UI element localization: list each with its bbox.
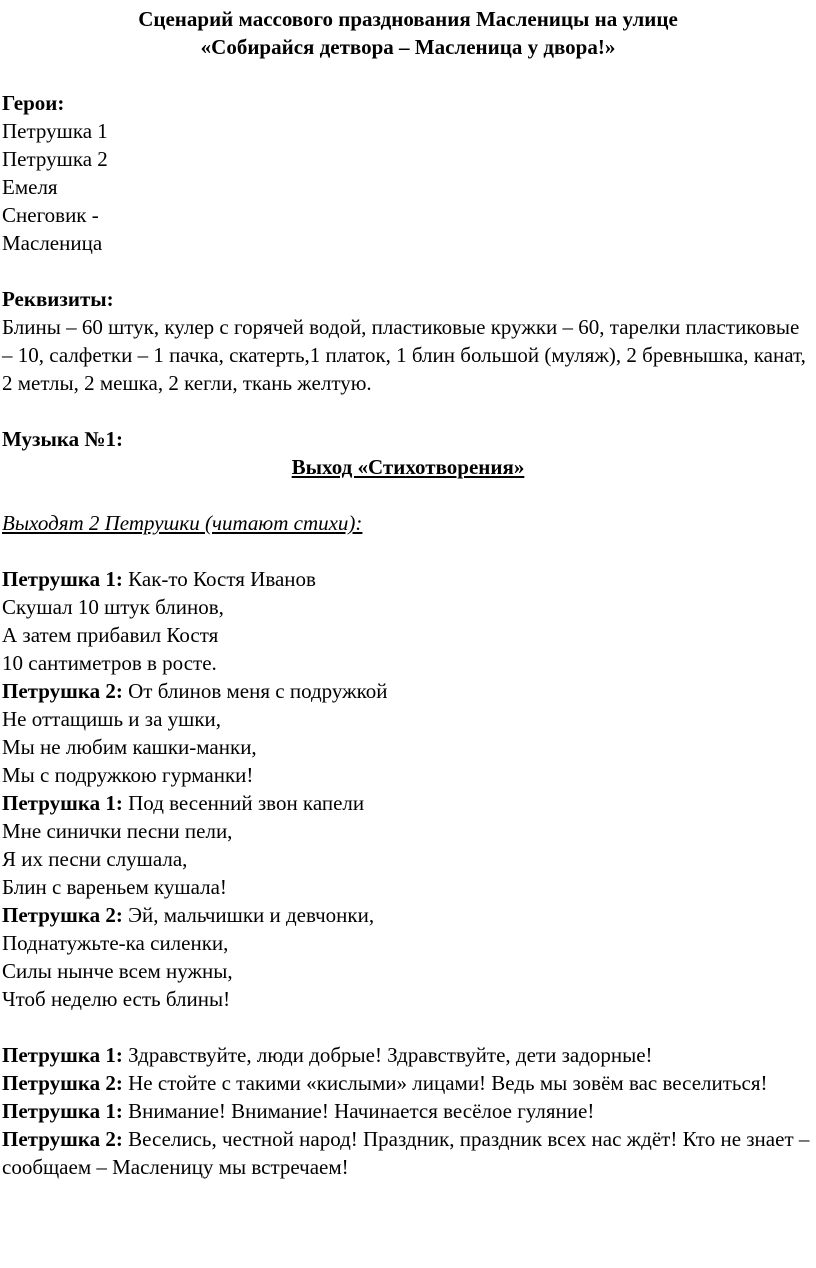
poem-line (2, 677, 814, 705)
dialogue-text: Не стойте с такими «кислыми» лицами! Ведь мы зовём вас веселиться! (128, 1071, 768, 1095)
speaker-label: Петрушка 2: (2, 1071, 123, 1095)
hero-item: Емеля (2, 175, 58, 199)
hero-item: Петрушка 2 (2, 147, 108, 171)
dialogue-line (2, 1041, 814, 1069)
heroes-heading: Герои: (2, 91, 65, 115)
hero-item: Снеговик - (2, 203, 99, 227)
hero-item: Петрушка 1 (2, 119, 108, 143)
dialogue-text: Здравствуйте, люди добрые! Здравствуйте, дети задорные! (128, 1043, 653, 1067)
dialogue-line (2, 1125, 814, 1181)
poem-line: Мы не любим кашки-манки, (2, 735, 257, 759)
poem-line: Я их песни слушала, (2, 847, 188, 871)
poem-line: Чтоб неделю есть блины! (2, 987, 231, 1011)
dialogue-text: Внимание! Внимание! Начинается весёлое гуляние! (128, 1099, 595, 1123)
music-heading: Музыка №1: (2, 427, 124, 451)
poem-line: Мне синички песни пели, (2, 819, 233, 843)
poem-line (2, 789, 814, 817)
poem-line (2, 565, 814, 593)
speaker-label: Петрушка 2: (2, 679, 123, 703)
dialogue-line (2, 1069, 814, 1097)
verse-text: Эй, мальчишки и девчонки, (128, 903, 375, 927)
speaker-label: Петрушка 1: (2, 1043, 123, 1067)
poem-line: Скушал 10 штук блинов, (2, 595, 224, 619)
speaker-label: Петрушка 2: (2, 903, 123, 927)
title-block (0, 5, 816, 61)
document-body (2, 89, 814, 1181)
poem-line (2, 901, 814, 929)
title-line-2: «Собирайся детвора – Масленица у двора!» (200, 35, 616, 59)
hero-item: Масленица (2, 231, 103, 255)
dialogue-text: Веселись, честной народ! Праздник, праздник всех нас ждёт! Кто не знает – сообщаем – Масленицу мы встречаем! (2, 1127, 810, 1179)
title-line-1: Сценарий массового празднования Масленицы на улице (138, 7, 678, 31)
verse-text: Как-то Костя Иванов (128, 567, 316, 591)
stage-direction: Выходят 2 Петрушки (читают стихи): (2, 511, 363, 535)
poem-line: Мы с подружкою гурманки! (2, 763, 254, 787)
dialogue-line (2, 1097, 814, 1125)
poem-line: Поднатужьте-ка силенки, (2, 931, 229, 955)
speaker-label: Петрушка 1: (2, 567, 123, 591)
poem-line: Силы нынче всем нужны, (2, 959, 233, 983)
speaker-label: Петрушка 1: (2, 1099, 123, 1123)
poem-line: Не оттащишь и за ушки, (2, 707, 222, 731)
music-subheading: Выход «Стихотворения» (291, 455, 525, 479)
verse-text: Под весенний звон капели (128, 791, 365, 815)
poem-line: 10 сантиметров в росте. (2, 651, 217, 675)
speaker-label: Петрушка 1: (2, 791, 123, 815)
verse-text: От блинов меня с подружкой (128, 679, 388, 703)
speaker-label: Петрушка 2: (2, 1127, 123, 1151)
poem-line: А затем прибавил Костя (2, 623, 219, 647)
poem-line: Блин с вареньем кушала! (2, 875, 227, 899)
props-text: Блины – 60 штук, кулер с горячей водой, пластиковые кружки – 60, тарелки пластиковые – 10, салфетки – 1 пачка, скатерть,1 платок, 1 блин большой (муляж), 2 бревнышка, канат, 2 метлы, 2 мешка, 2 кегли, ткань желтую. (2, 315, 806, 395)
props-heading: Реквизиты: (2, 287, 114, 311)
